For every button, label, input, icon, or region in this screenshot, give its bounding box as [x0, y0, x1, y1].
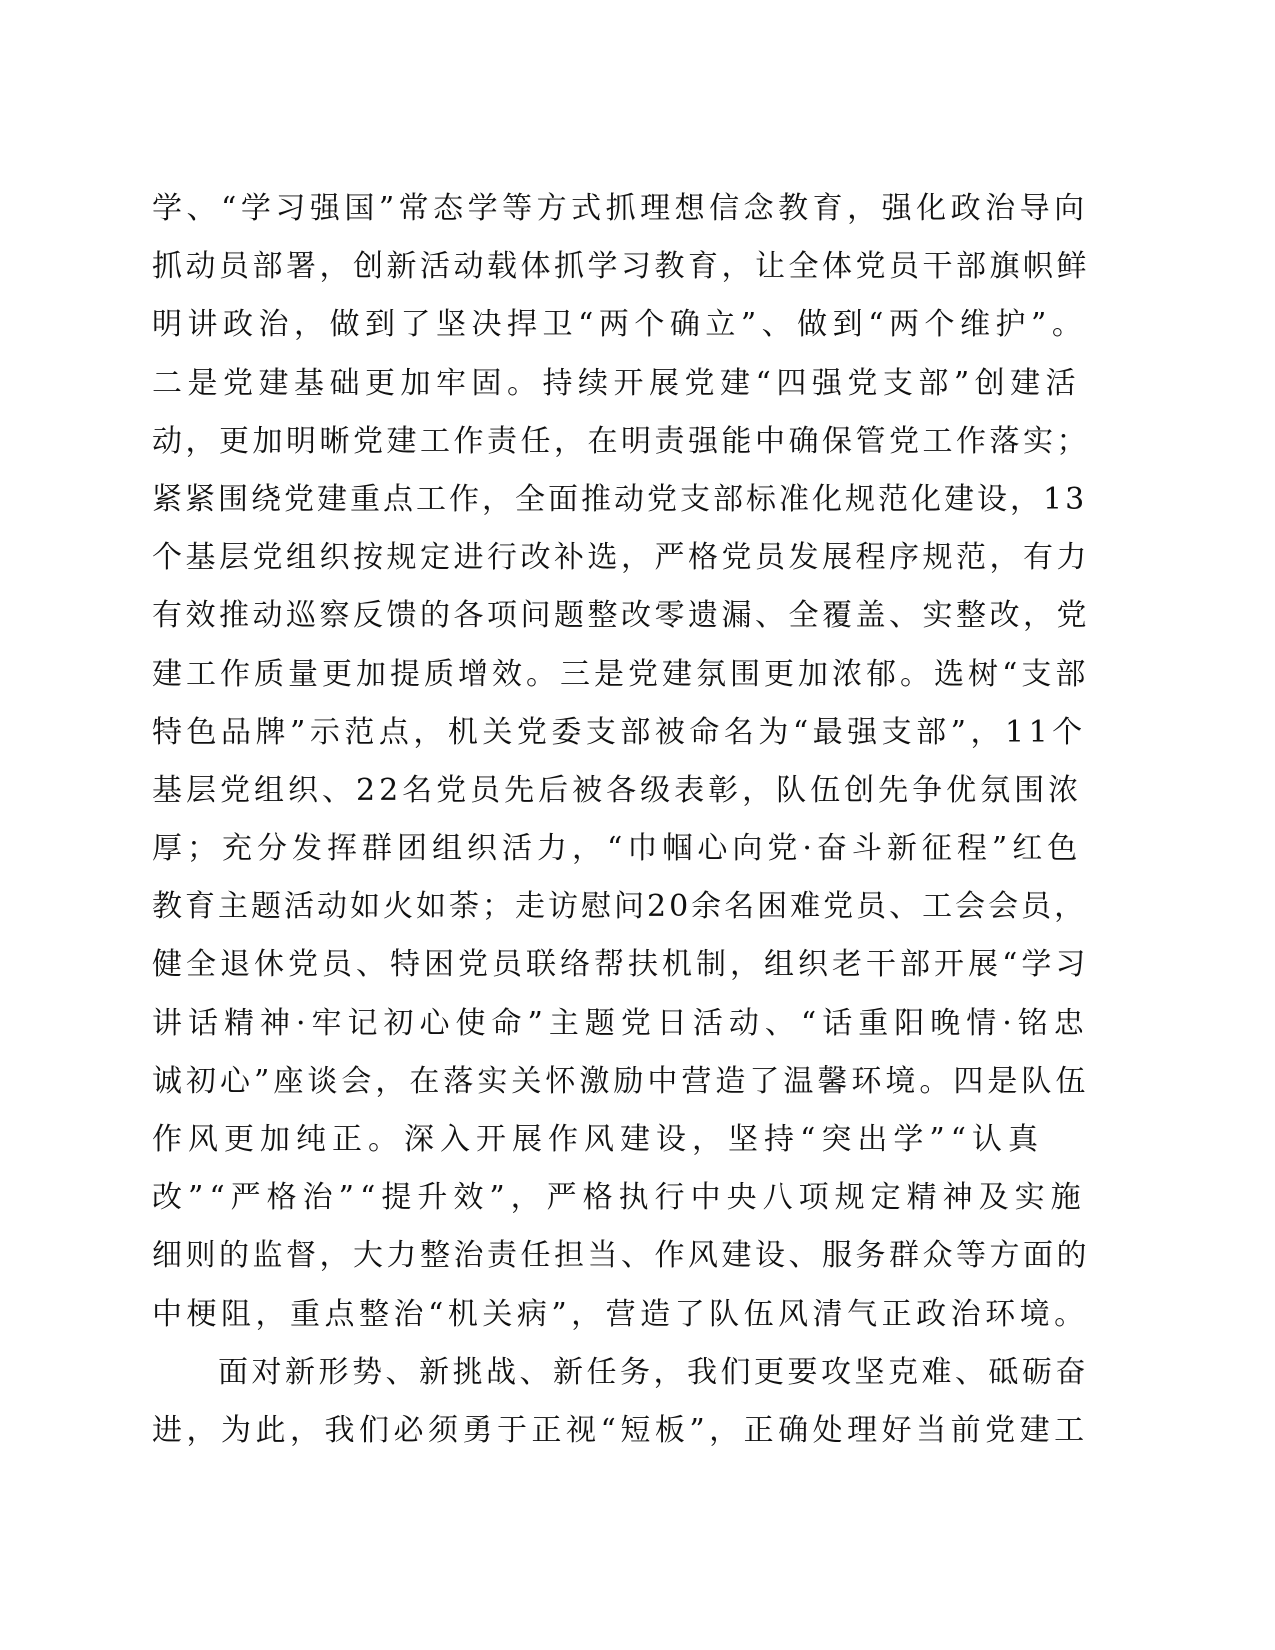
body-text: [152, 180, 1092, 1460]
text-line-16: 诚初心”座谈会，在落实关怀激励中营造了温馨环境。四是队伍: [152, 1063, 1090, 1099]
text-line-6: 紧紧围绕党建重点工作，全面推动党支部标准化规范化建设，13: [152, 481, 1088, 517]
paragraph-2-line-1: 面对新形势、新挑战、新任务，我们更要攻坚克难、砥砺奋: [218, 1354, 1089, 1390]
text-line-4: 二是党建基础更加牢固。持续开展党建“四强党支部”创建活: [152, 365, 1082, 401]
text-line-12: 厚；充分发挥群团组织活力，“巾帼心向党·奋斗新征程”红色: [152, 831, 1083, 867]
text-line-9: 建工作质量更加提质增效。三是党建氛围更加浓郁。选树“支部: [152, 656, 1090, 692]
text-line-13: 教育主题活动如火如荼；走访慰问20余名困难党员、工会会员，: [152, 889, 1088, 925]
text-line-20: 中梗阻，重点整治“机关病”，营造了队伍风清气正政治环境。: [152, 1296, 1089, 1332]
text-line-5: 动，更加明晰党建工作责任，在明责强能中确保管党工作落实；: [152, 423, 1090, 459]
text-line-3: 明讲政治，做到了坚决捍卫“两个确立”、做到“两个维护”。: [152, 307, 1088, 343]
text-line-2: 抓动员部署，创新活动载体抓学习教育，让全体党员干部旗帜鲜: [152, 249, 1090, 285]
paragraph-2-line-2: 进，为此，我们必须勇于正视“短板”，正确处理好当前党建工: [152, 1412, 1089, 1448]
text-line-15: 讲话精神·牢记初心使命”主题党日活动、“话重阳晚情·铭忠: [152, 1005, 1090, 1041]
text-line-18: 改”“严格治”“提升效”，严格执行中央八项规定精神及实施: [152, 1180, 1087, 1216]
text-line-11: 基层党组织、22名党员先后被各级表彰，队伍创先争优氛围浓: [152, 772, 1083, 808]
text-line-17: 作风更加纯正。深入开展作风建设，坚持“突出学”“认真: [152, 1122, 1045, 1157]
text-line-7: 个基层党组织按规定进行改补选，严格党员发展程序规范，有力: [152, 540, 1090, 576]
text-line-19: 细则的监督，大力整治责任担当、作风建设、服务群众等方面的: [152, 1238, 1090, 1274]
text-line-8: 有效推动巡察反馈的各项问题整改零遗漏、全覆盖、实整改，党: [152, 598, 1090, 634]
text-line-10: 特色品牌”示范点，机关党委支部被命名为“最强支部”，11个: [152, 714, 1087, 750]
text-line-1: 学、“学习强国”常态学等方式抓理想信念教育，强化政治导向: [152, 191, 1089, 226]
text-line-14: 健全退休党员、特困党员联络帮扶机制，组织老干部开展“学习: [152, 947, 1090, 983]
